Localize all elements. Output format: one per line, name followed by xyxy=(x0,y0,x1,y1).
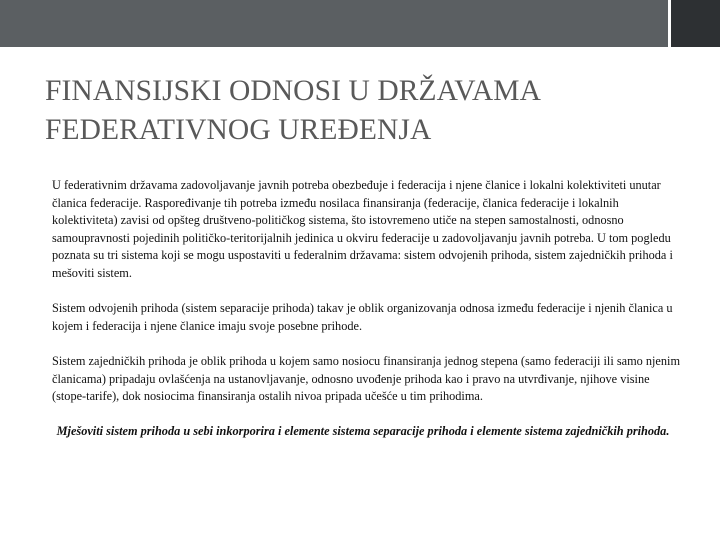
slide-top-bar xyxy=(0,0,668,47)
paragraph-joint-revenues: Sistem zajedničkih prihoda je oblik prihoda u kojem samo nosiocu finansiranja jednog stepena (samo federaciji ili samo njenim članicama) pripadaju ovlašćenja na ustanovljavanje, odnosno uvođenje prihoda kao i pravo na utvrđivanje, njihove visine (stope-tarife), dok nosiocima finansiranja ostalih nivoa pripada učešće u tim prihodima. xyxy=(52,353,681,404)
slide-title xyxy=(45,72,685,150)
paragraph-mixed-system-emphasis: Mješoviti sistem prihoda u sebi inkorporira i elemente sistema separacije prihoda i elemente sistema zajedničkih prihoda. xyxy=(56,424,670,439)
slide-top-bar-corner xyxy=(671,0,720,47)
paragraph-federal-systems-intro: U federativnim državama zadovoljavanje javnih potreba obezbeđuje i federacija i njene članice i lokalni kolektiviteti unutar članica federacije. Raspoređivanje tih potreba između nosilaca finansiranja (federacije, članica federacije i lokalnih kolektiviteta) zavisi od opšteg društveno-političkog sistema, što istovremeno utiče na stepen samostalnosti, odnosno samoupravnosti pojedinih političko-teritorijalnih jedinica u okviru federacije u zadovoljavanju javnih potreba. U tom pogledu poznata su tri sistema koji se mogu uspostaviti u federalnim državama: sistem odvojenih prihoda, sistem zajedničkih prihoda i mešoviti sistem. xyxy=(52,178,673,280)
slide-title-line-2: FEDERATIVNOG UREĐENJA xyxy=(45,114,432,146)
slide-body xyxy=(52,177,682,441)
slide-title-line-1: FINANSIJSKI ODNOSI U DRŽAVAMA xyxy=(45,75,542,107)
paragraph-separate-revenues: Sistem odvojenih prihoda (sistem separacije prihoda) takav je oblik organizovanja odnosa između federacije i njenih članica u kojem i federacija i njene članice imaju svoje posebne prihode. xyxy=(52,301,673,333)
